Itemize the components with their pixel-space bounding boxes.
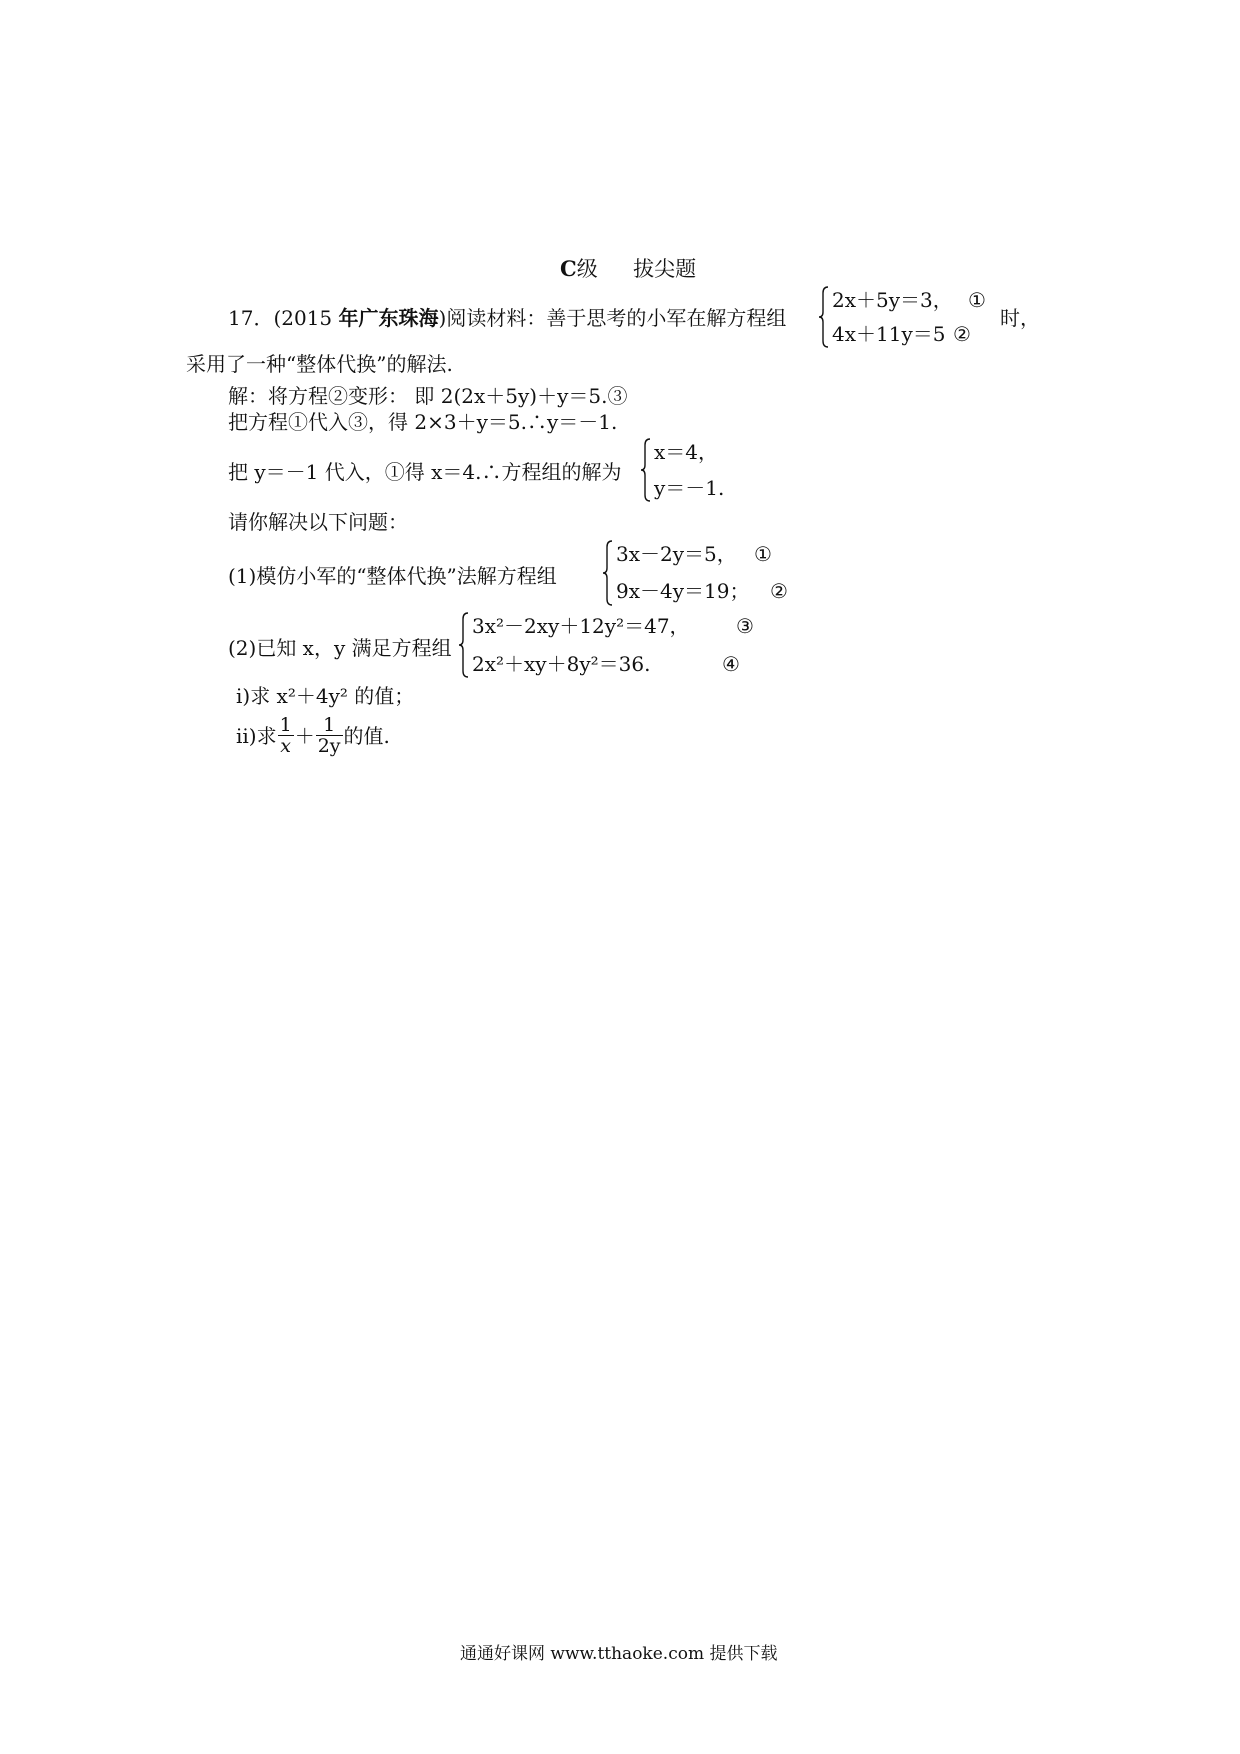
answer-y: y＝－1. [654,476,725,500]
source-open: (2015 [273,306,339,330]
fraction-1-over-x [278,716,294,756]
left-brace-icon [458,612,469,678]
system1-mark2: ② [953,322,971,346]
intro-tail: 时， [1000,306,1040,330]
task-intro: 请你解决以下问题： [228,510,408,534]
part1-eq1: 3x－2y＝5， [616,542,737,566]
source-name: 年广东珠海 [338,306,439,330]
fraction1-denominator: x [278,735,294,756]
part2-mark2: ④ [722,652,740,676]
sub-ii-suffix: 的值. [343,724,390,748]
equation-system-part1 [602,540,802,606]
problem-number: 17． [228,306,274,330]
fraction1-numerator: 1 [279,714,292,736]
system1-eq2: 4x＋11y＝5 [832,322,946,346]
page-footer: 通通好课网 www.tthaoke.com 提供下载 [460,1644,778,1664]
sub-question-i: ⅰ)求 x²＋4y² 的值； [236,684,415,708]
solution-line-2: 把方程①代入③，得 2×3＋y＝5.∴y＝－1. [228,410,618,434]
fraction-1-over-2y [316,716,343,756]
system1-mark1: ① [968,288,986,312]
fraction2-denominator: 2y [317,735,341,757]
answer-x: x＝4， [654,440,719,464]
section-heading [560,258,696,280]
section-level: C [560,256,577,281]
part2-mark1: ③ [736,614,754,638]
part2-eq2: 2x²＋xy＋8y²＝36. [472,652,651,676]
part1-label: (1)模仿小军的“整体代换”法解方程组 [228,564,557,588]
fraction2-numerator: 1 [323,714,336,736]
part1-mark1: ① [754,542,772,566]
answer-system [640,438,750,502]
sub-question-ii [236,714,390,758]
sub-ii-plus: ＋ [294,724,315,748]
intro-text: 阅读材料：善于思考的小军在解方程组 [446,306,787,330]
part2-eq1: 3x²－2xy＋12y²＝47， [472,614,690,638]
sub-ii-prefix: ⅱ)求 [236,724,277,748]
source-close: ) [438,306,447,330]
equation-system-part2 [458,612,778,678]
solution-line-3: 把 y＝－1 代入，①得 x＝4.∴方程组的解为 [228,460,622,484]
part1-eq2: 9x－4y＝19； [616,579,750,603]
system1-eq1: 2x＋5y＝3， [832,288,953,312]
left-brace-icon [602,540,613,606]
part2-label: (2)已知 x，y 满足方程组 [228,636,452,660]
part1-mark2: ② [770,579,788,603]
left-brace-icon [640,438,651,502]
equation-system-1 [818,286,1008,348]
solution-line-1: 解：将方程②变形： 即 2(2x＋5y)＋y＝5.③ [228,384,628,408]
section-name: 拔尖题 [633,257,697,281]
section-level-suffix: 级 [576,257,598,281]
problem-intro-line [228,308,786,328]
left-brace-icon [818,286,829,348]
intro-continuation: 采用了一种“整体代换”的解法. [186,352,453,376]
